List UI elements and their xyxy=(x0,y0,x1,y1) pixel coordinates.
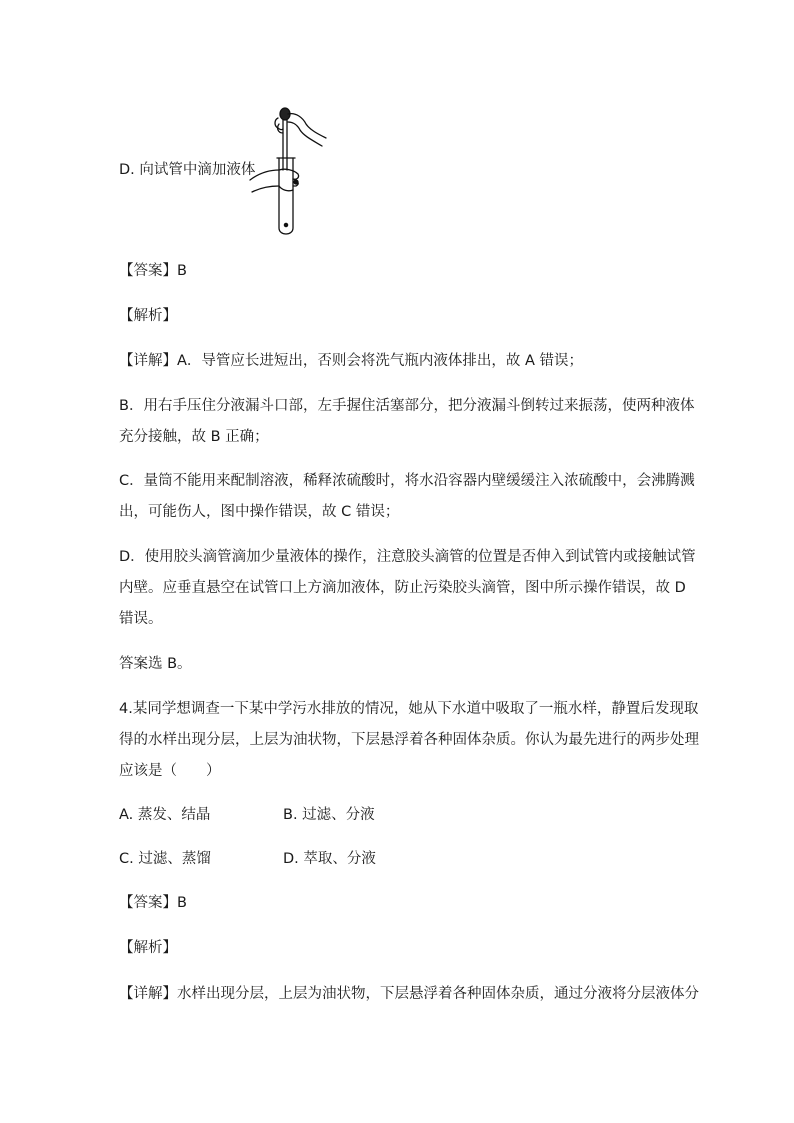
q3-analysis-heading: 【解析】 xyxy=(119,308,177,324)
option-d-label: D. 向试管中滴加液体 xyxy=(119,162,256,178)
q3-detail-d-line2: 内壁。应垂直悬空在试管口上方滴加液体，防止污染胶头滴管，图中所示操作错误，故 D xyxy=(119,580,686,596)
q4-analysis-heading: 【解析】 xyxy=(119,940,177,956)
q4-stem-line3: 应该是（ ） xyxy=(119,763,221,779)
dropper-test-tube-figure xyxy=(248,100,338,245)
q4-option-c: C. 过滤、蒸馏 xyxy=(119,851,211,867)
q4-option-d: D. 萃取、分液 xyxy=(283,851,376,867)
q4-option-a: A. 蒸发、结晶 xyxy=(119,807,211,823)
q4-detail: 【详解】水样出现分层，上层为油状物，下层悬浮着各种固体杂质，通过分液将分层液体分 xyxy=(119,986,699,1002)
q3-detail-d-line3: 错误。 xyxy=(119,611,163,627)
q4-answer: 【答案】B xyxy=(119,895,187,911)
q3-detail-b-line2: 充分接触，故 B 正确； xyxy=(119,429,269,445)
q3-answer: 【答案】B xyxy=(119,263,187,279)
q4-stem-line1: 4.某同学想调查一下某中学污水排放的情况，她从下水道中吸取了一瓶水样，静置后发现取 xyxy=(119,701,699,717)
q3-final-answer: 答案选 B。 xyxy=(119,656,192,672)
q4-stem-line2: 得的水样出现分层，上层为油状物，下层悬浮着各种固体杂质。你认为最先进行的两步处理 xyxy=(119,732,699,748)
q3-detail-c-line1: C．量筒不能用来配制溶液，稀释浓硫酸时，将水沿容器内壁缓缓注入浓硫酸中，会沸腾溅 xyxy=(119,473,695,489)
q3-detail-d-line1: D．使用胶头滴管滴加少量液体的操作，注意胶头滴管的位置是否伸入到试管内或接触试管 xyxy=(119,549,696,565)
q3-detail-a: 【详解】A．导管应长进短出，否则会将洗气瓶内液体排出，故 A 错误； xyxy=(119,353,584,369)
q4-option-b: B. 过滤、分液 xyxy=(283,807,375,823)
q3-detail-c-line2: 出，可能伤人，图中操作错误，故 C 错误； xyxy=(119,504,400,520)
q3-detail-b-line1: B．用右手压住分液漏斗口部，左手握住活塞部分，把分液漏斗倒转过来振荡，使两种液体 xyxy=(119,398,695,414)
